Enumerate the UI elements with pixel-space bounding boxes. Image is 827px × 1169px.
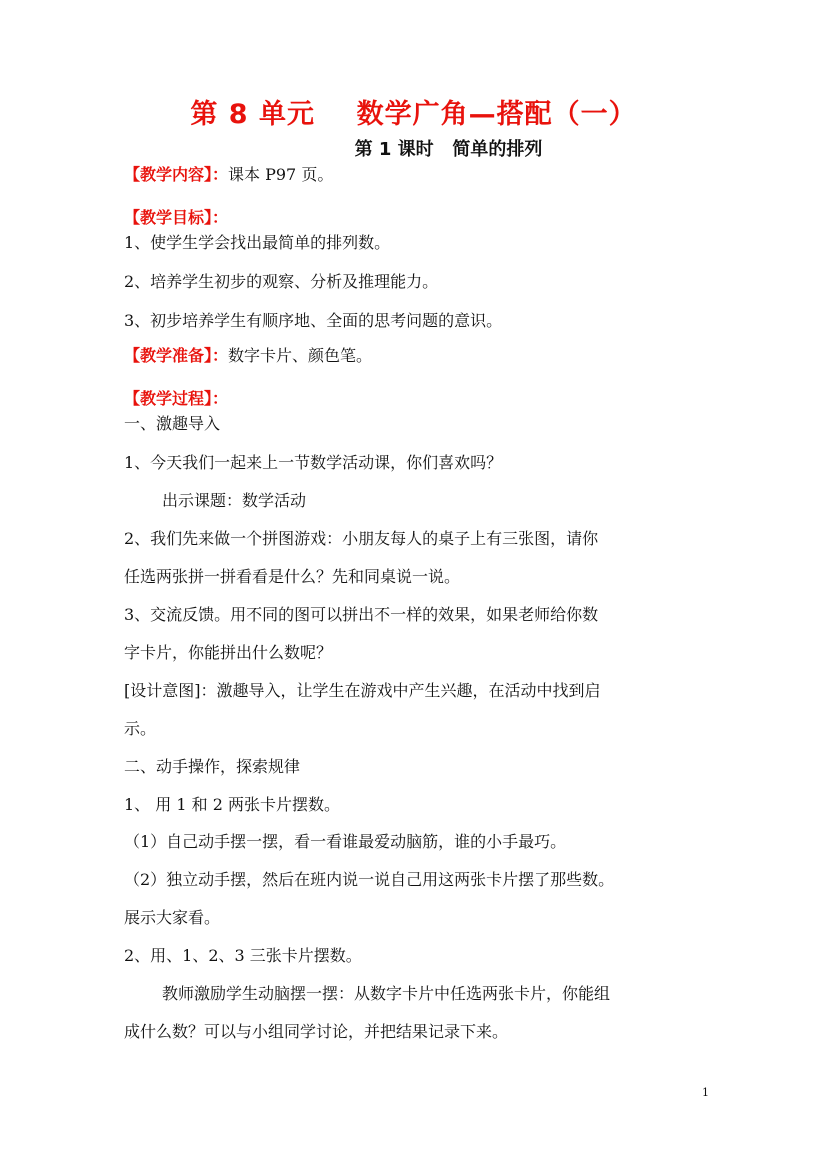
process-line: （2）独立动手摆，然后在班内说一说自己用这两张卡片摆了那些数。 — [124, 870, 615, 889]
teaching-prep — [124, 346, 714, 366]
process-line: 任选两张拼一拼看看是什么？先和同桌说一说。 — [124, 567, 461, 586]
page-title: 第 8 单元 数学广角—搭配（一） — [190, 99, 637, 130]
teaching-content-text: 课本 P97 页。 — [228, 165, 334, 184]
page-number: 1 — [702, 1086, 709, 1099]
teaching-content-label: 【教学内容】： — [124, 165, 229, 184]
teaching-prep-label: 【教学准备】： — [124, 346, 229, 365]
goal-item: 1、使学生学会找出最简单的排列数。 — [124, 233, 391, 252]
process-line: 字卡片，你能拼出什么数呢？ — [124, 643, 333, 662]
process-line: 一、激趣导入 — [124, 414, 221, 433]
process-line: 成什么数？可以与小组同学讨论，并把结果记录下来。 — [124, 1022, 509, 1041]
process-line: 3、交流反馈。用不同的图可以拼出不一样的效果，如果老师给你数 — [124, 605, 599, 624]
teaching-content — [124, 165, 714, 185]
process-line: （1）自己动手摆一摆，看一看谁最爱动脑筋，谁的小手最巧。 — [124, 832, 567, 851]
teaching-prep-text: 数字卡片、颜色笔。 — [228, 346, 373, 365]
process-line: 1、今天我们一起来上一节数学活动课，你们喜欢吗？ — [124, 453, 503, 472]
teaching-goals-label: 【教学目标】： — [124, 208, 229, 227]
teaching-process-label: 【教学过程】： — [124, 389, 229, 408]
process-line: 2、用、1、2、3 三张卡片摆数。 — [124, 946, 362, 965]
process-line: 教师激励学生动脑摆一摆：从数字卡片中任选两张卡片，你能组 — [162, 984, 611, 1003]
process-line: 2、我们先来做一个拼图游戏：小朋友每人的桌子上有三张图，请你 — [124, 529, 599, 548]
process-line: 1、 用 1 和 2 两张卡片摆数。 — [124, 795, 340, 814]
goal-item: 2、培养学生初步的观察、分析及推理能力。 — [124, 272, 439, 291]
process-line: 出示课题：数学活动 — [162, 491, 307, 510]
process-line: 展示大家看。 — [124, 908, 221, 927]
teaching-goals-heading — [124, 208, 714, 228]
process-line: 示。 — [124, 719, 157, 738]
lesson-subtitle: 第 1 课时 简单的排列 — [354, 139, 543, 160]
goal-item: 3、初步培养学生有顺序地、全面的思考问题的意识。 — [124, 311, 503, 330]
process-line: [设计意图]：激趣导入，让学生在游戏中产生兴趣，在活动中找到启 — [124, 681, 601, 700]
process-line: 二、动手操作，探索规律 — [124, 757, 301, 776]
teaching-process-heading — [124, 389, 714, 409]
